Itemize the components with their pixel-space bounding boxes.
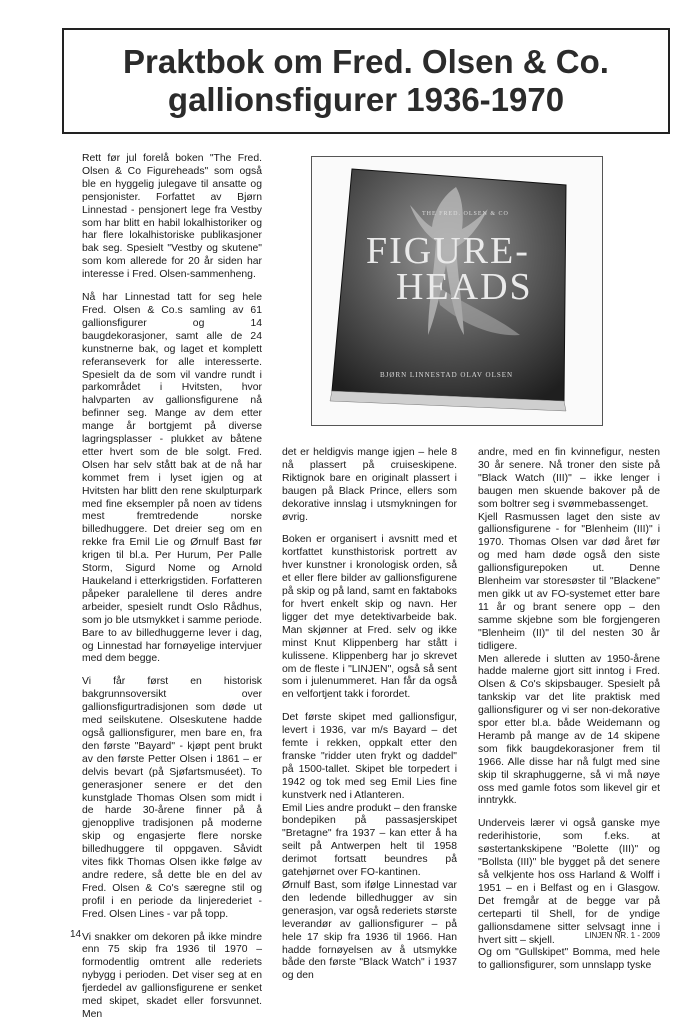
cover-authors: BJØRN LINNESTAD OLAV OLSEN bbox=[380, 371, 514, 379]
paragraph: Vi får først en historisk bakgrunnsoversikt over gallionsfigurtradisjonen som døde ut med seilskutene. Olseskutene hadde også gallionsfigurer, men bare en, fra den første "Bayard" - kjøpt pent brukt av den første Petter Olsen i 1861 – er delvis bevart (på Sjøfartsmuséet). To generasjoner senere er det den kunstglade Thomas Olsen som midt i de harde 30-årene finner på å gjenopplive tradisjonen på moderne skip og engasjerte flere norske billedhuggere til oppgaven. Såvidt vites fikk Thomas Olsen ikke følge av andre redere, så dette ble en del av Fred. Olsen & Co's særegne stil og profil i en periode da linjerederiet - Fred. Olsen Lines - var på topp. bbox=[82, 676, 262, 920]
title-line-2: gallionsfigurer 1936-1970 bbox=[167, 81, 565, 118]
title-line-1: Praktbok om Fred. Olsen & Co. bbox=[123, 43, 609, 80]
paragraph: Nå har Linnestad tatt for seg hele Fred. Olsen & Co.s samling av 61 gallionsfigurer og 14 baugdekorasjoner, samt alle de 24 kunstnerne bak, og laget et komplett referanseverk for alle interesserte. Spesielt da de som vil vandre rundt i parkområdet i Hvitsten, hvor halvparten av gallionsfigurene nå befinner seg. Mange av dem etter mange år bortgjemt på diverse lagringsplasser - plukket av båtene etter hvert som de ble solgt. Fred. Olsen har selv stått bak at de nå har kommet frem i lyset igjen og at Hvitsten har blitt den rene skulpturpark med fine eksempler på noen av tidens mest fremtredende norske billedhuggere. Det dreier seg om en rekke fra Emil Lie og Ørnulf Bast før krigen til bl.a. Per Hurum, Per Palle Storm, Sigurd Nome og Arnold Haukeland i etterkrigstiden. Forfatteren påpeker paralellene til deres andre arbeider, spesielt rundt Oslo Rådhus, som jo ble utsmykket i samme periode. Bare to av billedhuggerne lever i dag, og Linnestad har fornøyelige intervjuer med dem begge. bbox=[82, 292, 262, 665]
cover-top-text: THE FRED. OLSEN & CO bbox=[422, 211, 509, 217]
text-column-1 bbox=[82, 153, 262, 1032]
title-box bbox=[62, 28, 670, 134]
paragraph: Det første skipet med gallionsfigur, levert i 1936, var m/s Bayard – det femte i rekken, oppkalt etter den franske "ridder uten frykt og daddel" på 1500-tallet. Skipet ble torpedert i 1942 og tok med seg Emil Lies fine kunstverk ned i Atlanteren. Emil Lies andre produkt – den franske bondepiken på passasjerskipet "Bretagne" fra 1937 – kan etter å ha seilt på Antwerpen helt til 1958 derimot fortsatt beundres på gatehjørnet over FO-kantinen. Ørnulf Bast, som ifølge Linnestad var den ledende billedhugger av sin generasjon, var også rederiets største leverandør av gallionsfigurer – på hele 17 skip fra 1936 til 1966. Han hadde fornøyelsen av å utsmykke både den første "Black Watch" i 1937 og den bbox=[282, 712, 458, 982]
issue-label: LINJEN NR. 1 - 2009 bbox=[584, 931, 660, 940]
paragraph: Underveis lærer vi også ganske mye rederihistorie, som f.eks. at søstertankskipene "Bolette (III)" og "Bollsta (III)" ble bygget på det senere så velkjente hos oss Harland & Wolff i 1951 – en i Belfast og en i Glasgow. Det fremgår at de begge var på certeparti til Shell, for de yndige gallionsdamene sitter selvsagt inne i hvert sitt – skjell. Og om "Gullskipet" Bomma, med hele to gallionsfigurer, som unnslapp tyske bbox=[478, 818, 660, 972]
cover-title-line-1: FIGURE- bbox=[366, 230, 530, 272]
paragraph: Rett før jul forelå boken "The Fred. Olsen & Co Figureheads" som også ble en hyggelig julegave til ansatte og pensjonister. Forfattet av Bjørn Linnestad - pensjonert lege fra Vestby som har blitt en habil lokalhistoriker og har flere lokalhistoriske publikasjoner bak seg. Spesielt "Vestby og skutene" som kom allerede for 20 år siden har interesse i Fred. Olsen-sammenheng. bbox=[82, 153, 262, 281]
text-column-3 bbox=[478, 447, 660, 983]
book-cover-image bbox=[324, 165, 586, 415]
paragraph: Boken er organisert i avsnitt med et kortfattet kunsthistorisk portrett av hver kunstner i kronologisk orden, så et eller flere bilder av gallionsfigurene på skip og på land, samt en faktaboks for hvert enkelt skip og navn. Her ligger det mye detektivarbeide bak. Man skjønner at Fred. selv og ikke minst Knut Klippenberg har stått i kulissene. Klippenberg har jo skrevet om de fleste i "LINJEN", også så sent som i julenummeret. Han får da også en velfortjent takk i forordet. bbox=[282, 534, 457, 701]
book-cover-photo bbox=[311, 156, 603, 426]
cover-title-line-2: HEADS bbox=[396, 266, 533, 308]
paragraph: det er heldigvis mange igjen – hele 8 nå plassert på cruiseskipene. Riktignok bare en originalt plassert i baugen på Black Prince, ellers som dekorative innslag i utsmykningen for øvrig. bbox=[282, 447, 457, 523]
text-column-2 bbox=[282, 447, 457, 993]
article-title bbox=[123, 43, 609, 119]
paragraph: Vi snakker om dekoren på ikke mindre enn 75 skip fra 1936 til 1970 – formodentlig omtrent alle rederiets nybygg i perioden. Det viser seg at en fjerdedel av gallionsfigurene er senket med skipet, skadet eller forsvunnet. Men bbox=[82, 931, 262, 1020]
paragraph: andre, med en fin kvinnefigur, nesten 30 år senere. Nå troner den siste på "Black Watch (III)" – ikke lenger i baugen men skuende bakover på de som boltrer seg i svømmebassenget. Kjell Rasmussen laget den siste av gallionsfigurene - for "Blenheim (III)" i 1970. Thomas Olsen var død året før og med ham døde også den siste gallionsfigurepoken ut. Denne Blenheim var storesøster til "Blackene" men gikk ut av FO-systemet etter bare 11 år og brant senere opp – den samme skjebne som ble forgjengeren "Blenheim (II)" til del nesten 30 år tidligere. Men allerede i slutten av 1950-årene hadde malerne gjort sitt inntog i Fred. Olsen & Co's skipsbauger. Spesielt på tankskip var det lite praktisk med gallionsfigurer og vi ser non-dekorative spor etter bl.a. både Weidemann og Heramb på mange av de 14 skipene som fikk baugdekorasjoner frem til 1966. Alle disse har nå fulgt med sine skip til skraphuggerne, så vi må nøye oss med gamle fotos som likevel gir et inntrykk. bbox=[478, 447, 660, 807]
page-number: 14 bbox=[70, 929, 82, 940]
